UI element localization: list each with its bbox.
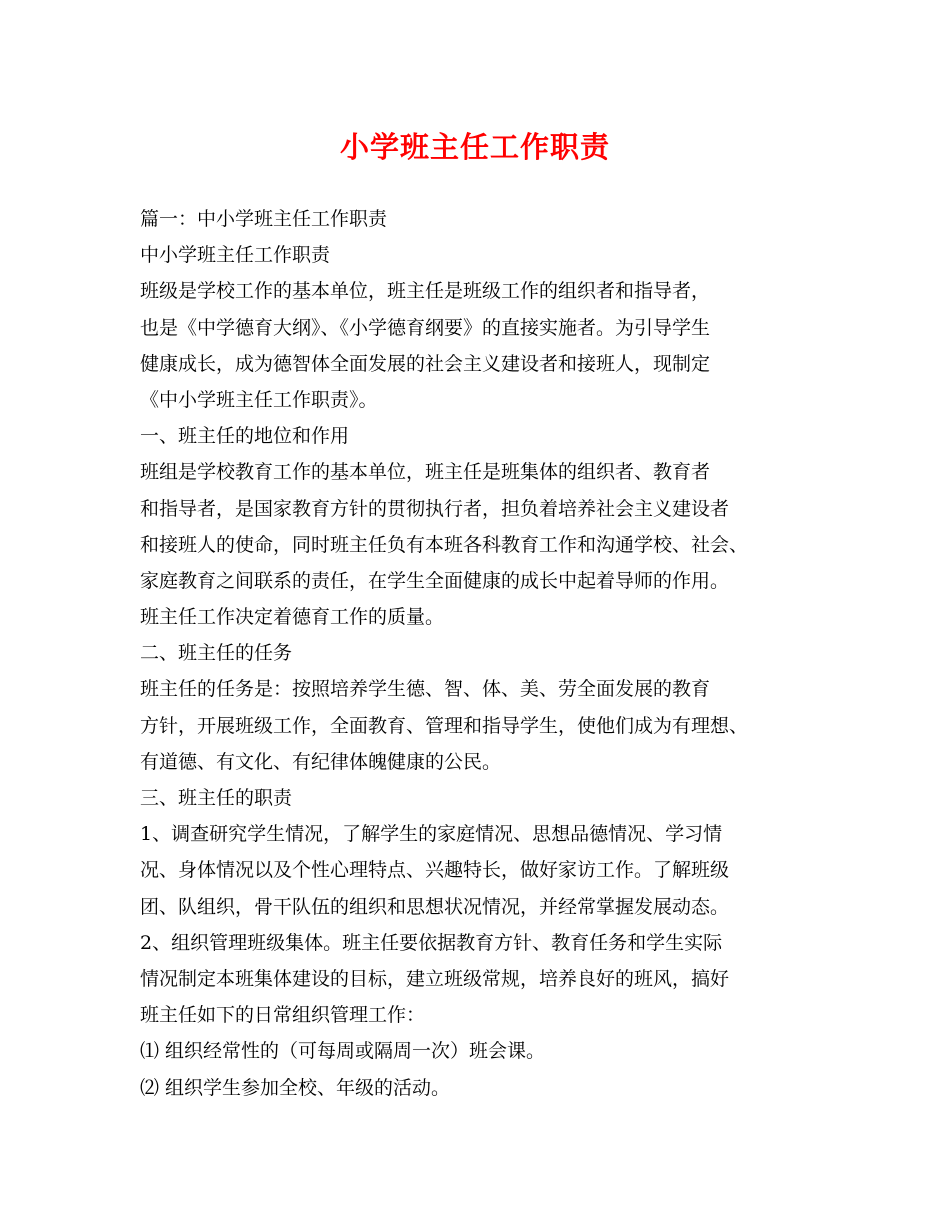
text-line: 情况制定本班集体建设的目标，建立班级常规，培养良好的班风，搞好: [140, 967, 730, 990]
text-line: 班主任工作决定着德育工作的质量。: [140, 606, 445, 629]
text-line: 有道德、有文化、有纪律体魄健康的公民。: [140, 750, 502, 773]
text-line: 《中小学班主任工作职责》。: [140, 388, 378, 411]
text-line: 班级是学校工作的基本单位，班主任是班级工作的组织者和指导者，: [140, 280, 711, 303]
text-line: 和指导者，是国家教育方针的贯彻执行者，担负着培养社会主义建设者: [140, 497, 730, 520]
document-body: [140, 201, 840, 1106]
section-heading: 二、班主任的任务: [140, 642, 293, 665]
list-item: ⑴ 组织经常性的（可每周或隔周一次）班会课。: [140, 1040, 546, 1063]
text-line: 中小学班主任工作职责: [140, 244, 331, 267]
text-line: 况、身体情况以及个性心理特点、兴趣特长，做好家访工作。了解班级: [140, 859, 730, 882]
text-line: 班主任的任务是：按照培养学生德、智、体、美、劳全面发展的教育: [140, 678, 711, 701]
list-item: ⑵ 组织学生参加全校、年级的活动。: [140, 1076, 451, 1099]
text-line: 篇一：中小学班主任工作职责: [140, 208, 388, 230]
text-line: 班主任如下的日常组织管理工作：: [140, 1004, 426, 1027]
document-title: 小学班主任工作职责: [339, 130, 610, 164]
text-line: 班组是学校教育工作的基本单位，班主任是班集体的组织者、教育者: [140, 461, 711, 484]
text-line: 团、队组织，骨干队伍的组织和思想状况情况，并经常掌握发展动态。: [140, 895, 730, 918]
text-line: 1、调查研究学生情况，了解学生的家庭情况、思想品德情况、学习情: [140, 823, 723, 846]
text-line: 家庭教育之间联系的责任，在学生全面健康的成长中起着导师的作用。: [140, 569, 730, 592]
section-heading: 一、班主任的地位和作用: [140, 425, 350, 448]
section-heading: 三、班主任的职责: [140, 787, 293, 809]
text-line: 2、组织管理班级集体。班主任要依据教育方针、教育任务和学生实际: [140, 931, 723, 954]
text-line: 和接班人的使命，同时班主任负有本班各科教育工作和沟通学校、社会、: [140, 533, 749, 556]
text-line: 健康成长，成为德智体全面发展的社会主义建设者和接班人，现制定: [140, 352, 711, 375]
text-line: 方针，开展班级工作，全面教育、管理和指导学生，使他们成为有理想、: [140, 714, 749, 737]
text-line: 也是《中学德育大纲》、《小学德育纲要》的直接实施者。为引导学生: [140, 316, 711, 339]
